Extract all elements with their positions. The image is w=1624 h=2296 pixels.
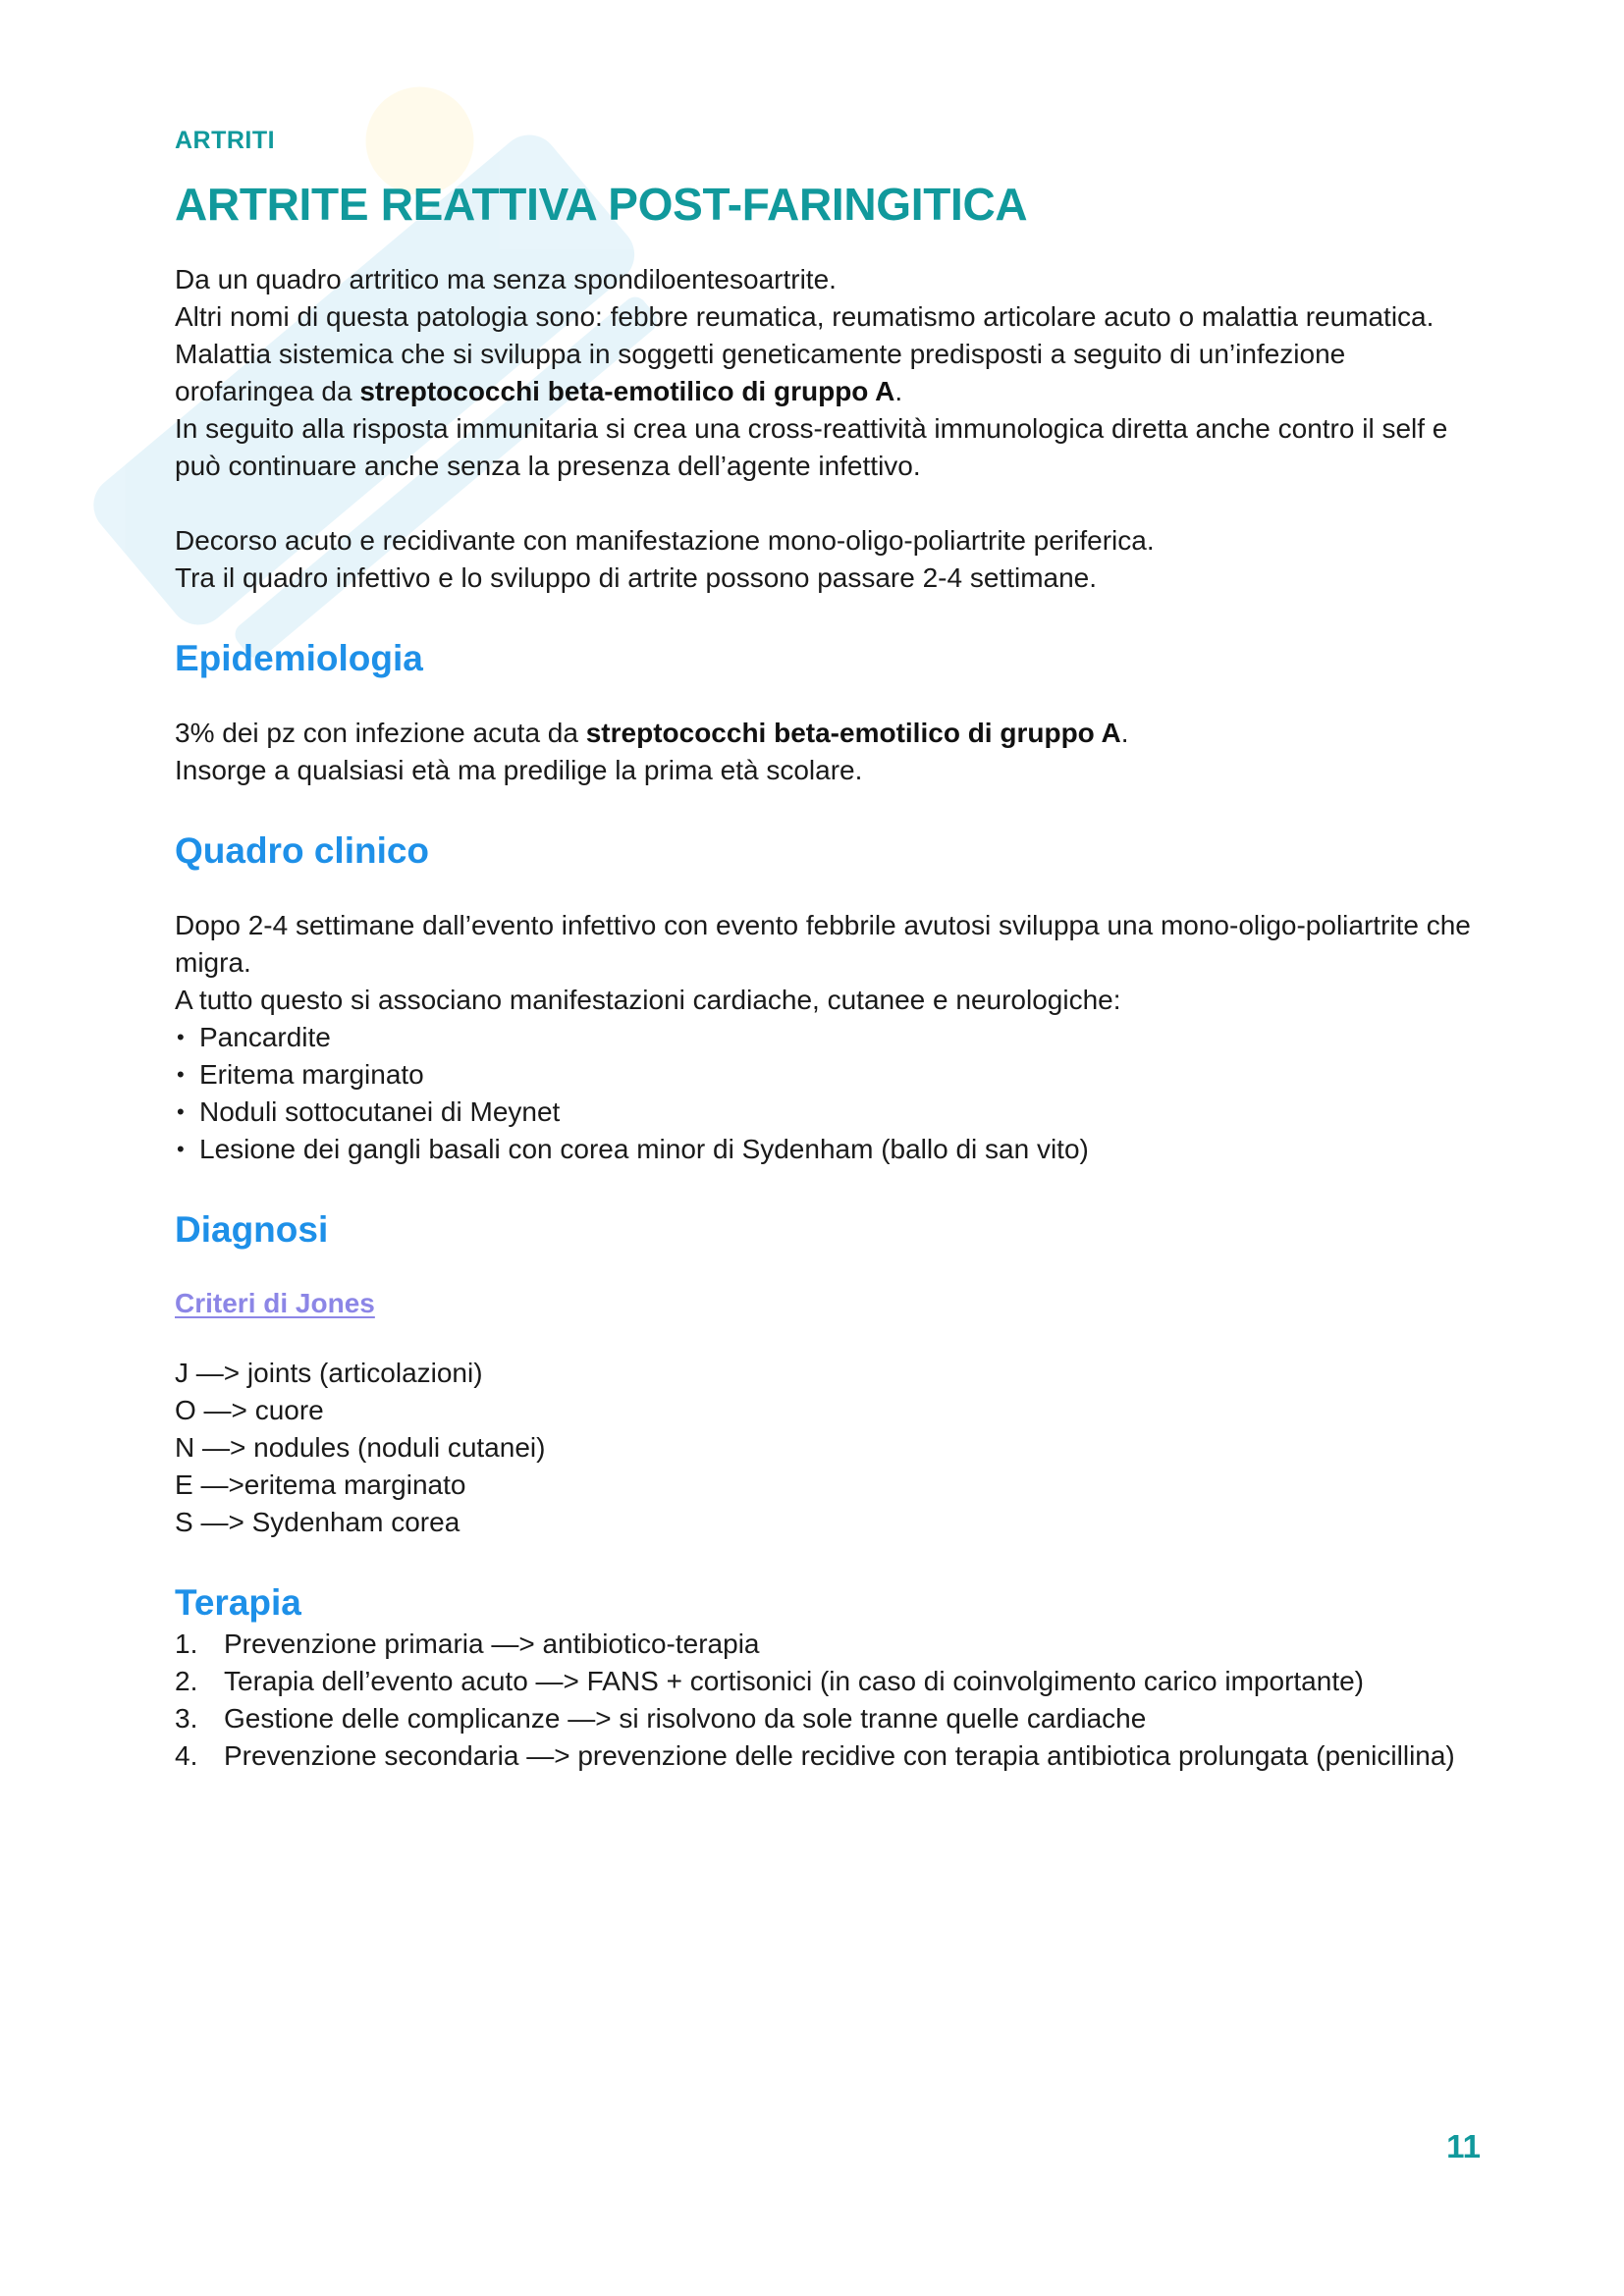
- list-number: 4.: [175, 1740, 198, 1771]
- criteria-item: J —> joints (articolazioni): [175, 1358, 483, 1388]
- list-item: 1. Prevenzione primaria —> antibiotico-terapia: [175, 1626, 1481, 1663]
- list-item: • Pancardite: [175, 1019, 1481, 1056]
- list-item: • Noduli sottocutanei di Meynet: [175, 1094, 1481, 1131]
- bullet-icon: •: [177, 1025, 185, 1049]
- list-number: 3.: [175, 1703, 198, 1734]
- list-number: 1.: [175, 1629, 198, 1659]
- list-item: • Lesione dei gangli basali con corea minor di Sydenham (ballo di san vito): [175, 1131, 1481, 1168]
- intro-paragraph: Malattia sistemica che si sviluppa in soggetti geneticamente predisposti a seguito di un’infezione orofaringea da streptococchi beta-emotilico di gruppo A.: [175, 339, 1346, 406]
- list-item: 3. Gestione delle complicanze —> si risolvono da sole tranne quelle cardiache: [175, 1700, 1481, 1737]
- criteri-di-jones-link[interactable]: Criteri di Jones: [175, 1288, 375, 1318]
- page-content: [175, 126, 1481, 1775]
- intro-paragraph: Altri nomi di questa patologia sono: febbre reumatica, reumatismo articolare acuto o malattia reumatica.: [175, 301, 1435, 332]
- list-item: 2. Terapia dell’evento acuto —> FANS + cortisonici (in caso di coinvolgimento carico importante): [175, 1663, 1481, 1700]
- page-title: ARTRITE REATTIVA POST-FARINGITICA: [175, 179, 1028, 230]
- epidemiologia-block: [175, 715, 1481, 789]
- bullet-icon: •: [177, 1062, 185, 1087]
- intro-block: [175, 261, 1481, 597]
- criteria-item: N —> nodules (noduli cutanei): [175, 1432, 546, 1463]
- quadro-clinico-paragraph: Dopo 2-4 settimane dall’evento infettivo con evento febbrile avutosi sviluppa una mono-oligo-poliartrite che migra.: [175, 910, 1471, 978]
- heading-quadro-clinico: Quadro clinico: [175, 830, 430, 871]
- bullet-icon: •: [177, 1137, 185, 1161]
- criteria-item: O —> cuore: [175, 1395, 324, 1425]
- heading-diagnosi: Diagnosi: [175, 1209, 329, 1250]
- intro-paragraph: Tra il quadro infettivo e lo sviluppo di artrite possono passare 2-4 settimane.: [175, 562, 1098, 593]
- heading-terapia: Terapia: [175, 1582, 301, 1623]
- jones-criteria-list: [175, 1355, 1481, 1541]
- list-number: 2.: [175, 1666, 198, 1696]
- therapy-list: [175, 1626, 1481, 1775]
- heading-epidemiologia: Epidemiologia: [175, 638, 423, 678]
- list-item: 4. Prevenzione secondaria —> prevenzione delle recidive con terapia antibiotica prolungata (penicillina): [175, 1737, 1481, 1775]
- intro-paragraph: Da un quadro artritico ma senza spondiloentesoartrite.: [175, 264, 837, 294]
- bullet-icon: •: [177, 1099, 185, 1124]
- quadro-clinico-paragraph: A tutto questo si associano manifestazioni cardiache, cutanee e neurologiche:: [175, 985, 1121, 1015]
- criteria-item: E —>eritema marginato: [175, 1469, 466, 1500]
- page-number: 11: [1446, 2128, 1481, 2164]
- list-item: • Eritema marginato: [175, 1056, 1481, 1094]
- epidemiologia-paragraph: 3% dei pz con infezione acuta da streptococchi beta-emotilico di gruppo A.: [175, 718, 1129, 748]
- intro-paragraph: Decorso acuto e recidivante con manifestazione mono-oligo-poliartrite periferica.: [175, 525, 1155, 556]
- intro-paragraph: In seguito alla risposta immunitaria si crea una cross-reattività immunologica diretta anche contro il self e può continuare anche senza la presenza dell’agente infettivo.: [175, 413, 1448, 481]
- bold-term: streptococchi beta-emotilico di gruppo A: [585, 718, 1121, 748]
- manifestations-list: [175, 1019, 1481, 1168]
- bold-term: streptococchi beta-emotilico di gruppo A: [359, 376, 895, 406]
- quadro-clinico-block: [175, 907, 1481, 1168]
- epidemiologia-paragraph: Insorge a qualsiasi età ma predilige la prima età scolare.: [175, 755, 863, 785]
- criteria-item: S —> Sydenham corea: [175, 1507, 460, 1537]
- section-tag: ARTRITI: [175, 127, 276, 154]
